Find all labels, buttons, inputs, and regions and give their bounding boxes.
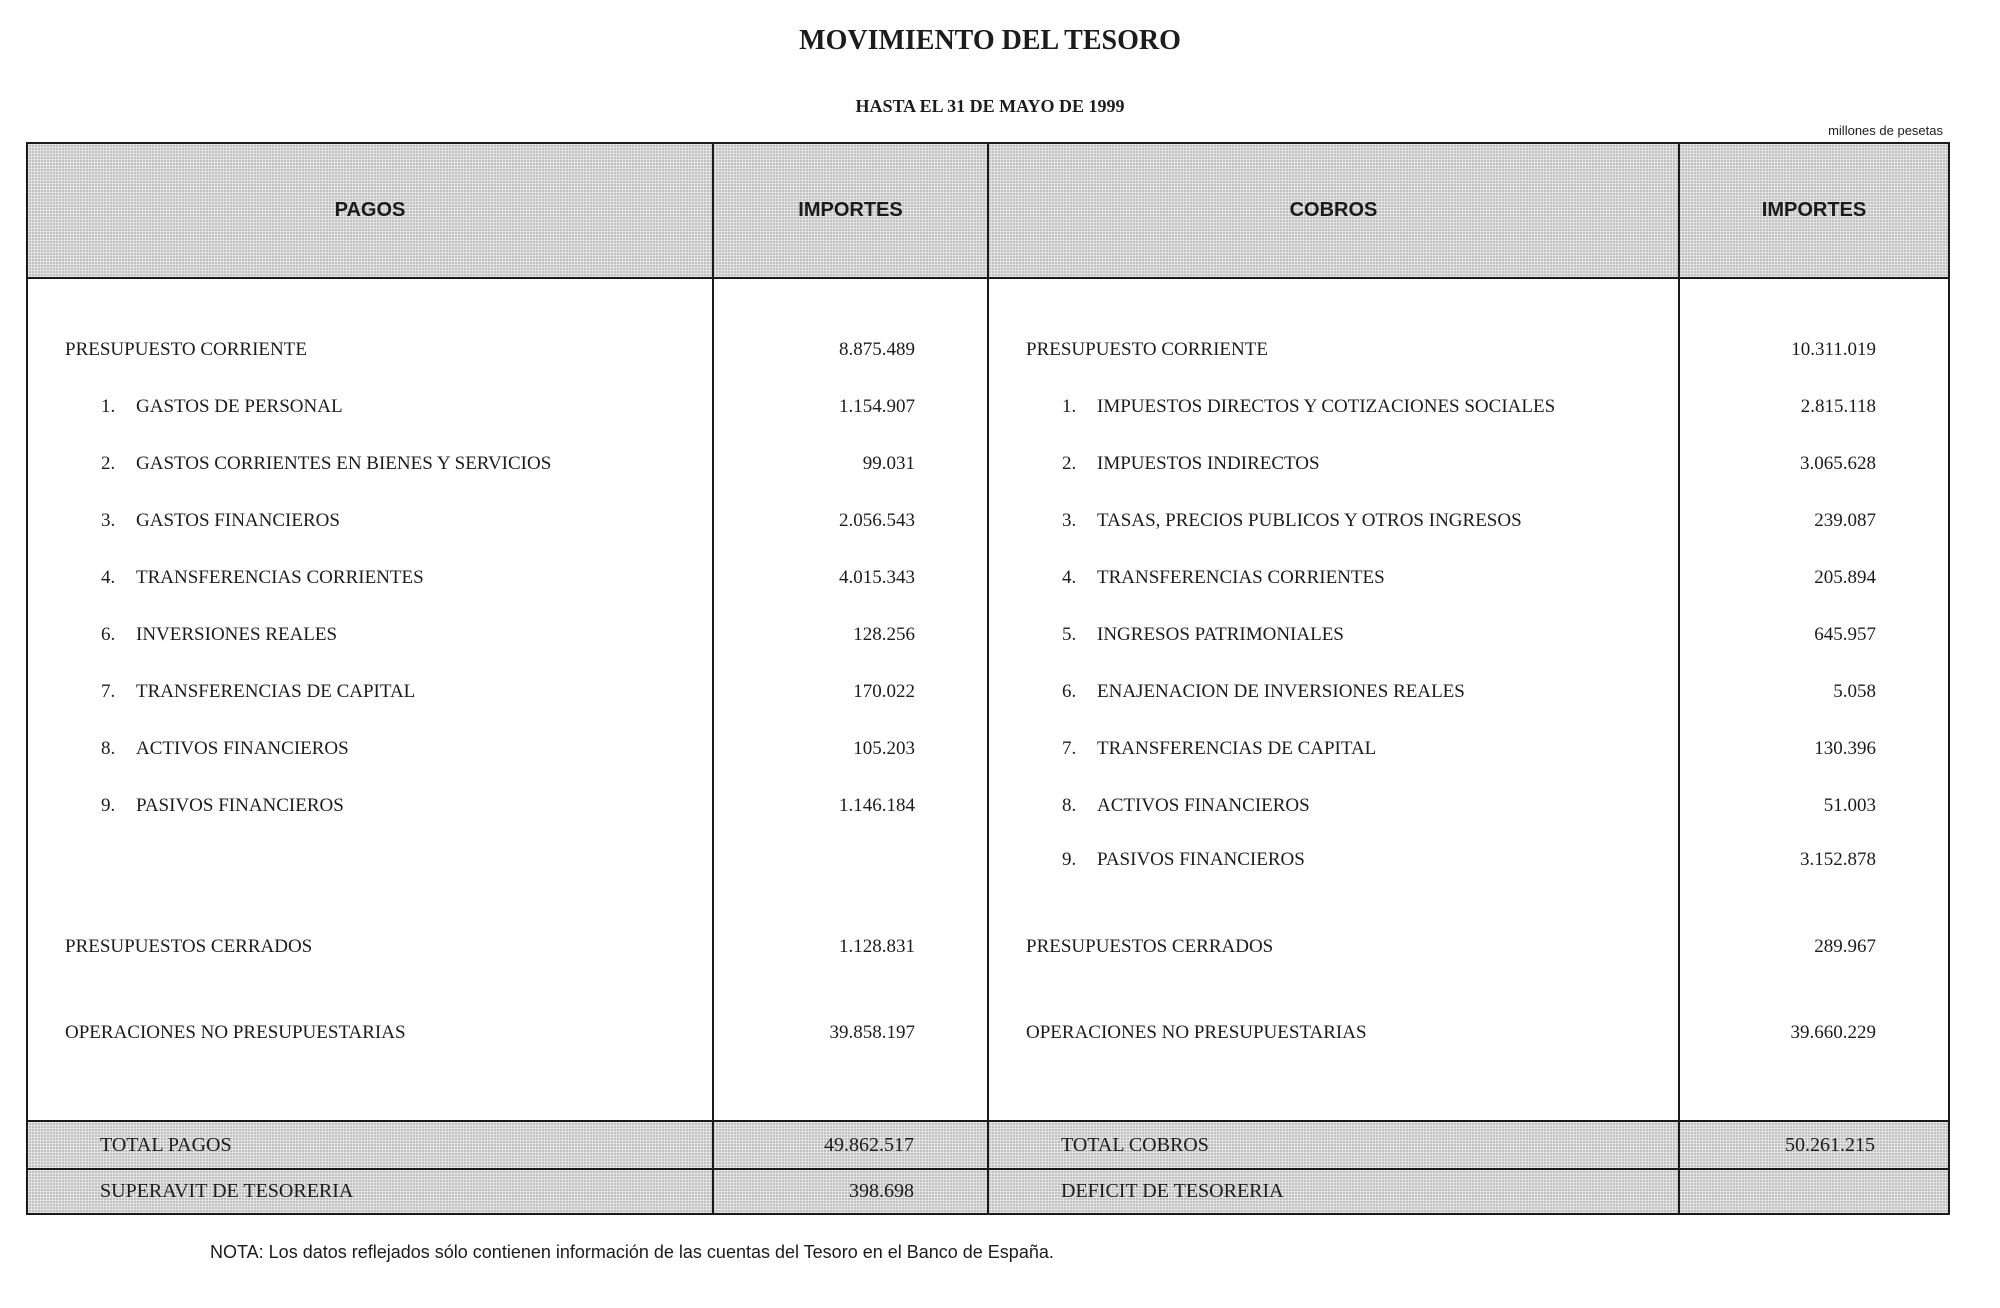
item-label: GASTOS FINANCIEROS [136, 510, 340, 531]
pagos-item-row [28, 615, 987, 655]
cobros-item-row [989, 840, 1948, 880]
item-amount: 205.894 [1814, 567, 1876, 588]
item-amount: 3.065.628 [1800, 453, 1876, 474]
row-amount: 39.858.197 [829, 1022, 915, 1043]
item-label: IMPUESTOS DIRECTOS Y COTIZACIONES SOCIALES [1097, 396, 1556, 417]
item-amount: 1.146.184 [839, 795, 915, 816]
pagos-item-row [28, 786, 987, 826]
item-amount: 128.256 [853, 624, 915, 645]
item-label: ENAJENACION DE INVERSIONES REALES [1097, 681, 1465, 702]
total-label: TOTAL COBROS [1061, 1134, 1209, 1156]
row-label: OPERACIONES NO PRESUPUESTARIAS [1026, 1022, 1367, 1043]
item-label: ACTIVOS FINANCIEROS [136, 738, 349, 759]
cobros-item-row [989, 615, 1948, 655]
cobros-item-row [989, 729, 1948, 769]
cobros-presupuesto-corriente-row [989, 330, 1948, 370]
item-number: 1. [101, 396, 116, 417]
item-label: INGRESOS PATRIMONIALES [1097, 624, 1344, 645]
item-number: 9. [101, 795, 116, 816]
cobros-presupuestos-cerrados-row [989, 927, 1948, 967]
item-label: TRANSFERENCIAS CORRIENTES [136, 567, 424, 588]
item-label: TRANSFERENCIAS DE CAPITAL [1097, 738, 1377, 759]
total-label: TOTAL PAGOS [100, 1134, 232, 1156]
superavit-label: SUPERAVIT DE TESORERIA [100, 1180, 354, 1202]
header-importes-pagos: IMPORTES [798, 199, 903, 221]
item-label: PASIVOS FINANCIEROS [136, 795, 344, 816]
header-cobros: COBROS [1289, 199, 1378, 221]
item-amount: 4.015.343 [839, 567, 915, 588]
total-amount: 49.862.517 [824, 1134, 914, 1156]
treasury-table [26, 142, 1950, 1215]
cobros-item-row [989, 672, 1948, 712]
item-number: 3. [101, 510, 116, 531]
cobros-item-row [989, 501, 1948, 541]
row-label: PRESUPUESTOS CERRADOS [1026, 936, 1274, 957]
item-number: 8. [1062, 795, 1077, 816]
item-number: 4. [101, 567, 116, 588]
item-number: 9. [1062, 849, 1077, 870]
item-amount: 3.152.878 [1800, 849, 1876, 870]
row-amount: 39.660.229 [1790, 1022, 1876, 1043]
item-number: 7. [101, 681, 116, 702]
item-label: IMPUESTOS INDIRECTOS [1097, 453, 1320, 474]
pagos-presupuestos-cerrados-row [28, 927, 987, 967]
item-amount: 5.058 [1833, 681, 1876, 702]
item-amount: 105.203 [853, 738, 915, 759]
item-number: 7. [1062, 738, 1077, 759]
page-subtitle: HASTA EL 31 DE MAYO DE 1999 [855, 96, 1125, 116]
item-label: TRANSFERENCIAS DE CAPITAL [136, 681, 416, 702]
pagos-item-row [28, 558, 987, 598]
units-label: millones de pesetas [1828, 123, 1943, 138]
item-label: TASAS, PRECIOS PUBLICOS Y OTROS INGRESOS [1097, 510, 1522, 531]
row-amount: 289.967 [1814, 936, 1876, 957]
column-divider [1678, 144, 1680, 1213]
item-amount: 239.087 [1814, 510, 1876, 531]
item-amount: 1.154.907 [839, 396, 915, 417]
item-number: 6. [1062, 681, 1077, 702]
item-label: GASTOS CORRIENTES EN BIENES Y SERVICIOS [136, 453, 552, 474]
item-number: 5. [1062, 624, 1077, 645]
item-number: 3. [1062, 510, 1077, 531]
deficit-row [989, 1171, 1948, 1211]
deficit-label: DEFICIT DE TESORERIA [1061, 1180, 1284, 1202]
pagos-item-row [28, 501, 987, 541]
item-label: GASTOS DE PERSONAL [136, 396, 343, 417]
row-amount: 10.311.019 [1791, 339, 1876, 360]
row-amount: 8.875.489 [839, 339, 915, 360]
item-number: 1. [1062, 396, 1077, 417]
item-number: 4. [1062, 567, 1077, 588]
item-amount: 645.957 [1814, 624, 1876, 645]
row-label: PRESUPUESTO CORRIENTE [1026, 339, 1268, 360]
item-amount: 51.003 [1823, 795, 1876, 816]
cobros-item-row [989, 786, 1948, 826]
pagos-item-row [28, 672, 987, 712]
pagos-presupuesto-corriente-row [28, 330, 987, 370]
header-importes-cobros: IMPORTES [1761, 199, 1867, 221]
cobros-item-row [989, 558, 1948, 598]
header-pagos: PAGOS [334, 199, 406, 221]
cobros-operaciones-row [989, 1013, 1948, 1053]
column-divider [987, 144, 989, 1213]
total-amount: 50.261.215 [1785, 1134, 1875, 1156]
item-label: TRANSFERENCIAS CORRIENTES [1097, 567, 1385, 588]
total-pagos-row [28, 1125, 987, 1165]
row-label: PRESUPUESTO CORRIENTE [65, 339, 307, 360]
item-amount: 2.056.543 [839, 510, 915, 531]
superavit-amount: 398.698 [849, 1180, 914, 1202]
pagos-item-row [28, 387, 987, 427]
item-number: 8. [101, 738, 116, 759]
item-amount: 99.031 [862, 453, 915, 474]
pagos-item-row [28, 729, 987, 769]
pagos-item-row [28, 444, 987, 484]
item-label: INVERSIONES REALES [136, 624, 338, 645]
item-number: 6. [101, 624, 116, 645]
column-divider [712, 144, 714, 1213]
item-amount: 170.022 [853, 681, 915, 702]
superavit-row [28, 1171, 987, 1211]
cobros-item-row [989, 387, 1948, 427]
item-label: ACTIVOS FINANCIEROS [1097, 795, 1310, 816]
footnote: NOTA: Los datos reflejados sólo contienen información de las cuentas del Tesoro en el Banco de España. [210, 1242, 1054, 1262]
cobros-item-row [989, 444, 1948, 484]
item-amount: 130.396 [1814, 738, 1876, 759]
row-label: OPERACIONES NO PRESUPUESTARIAS [65, 1022, 406, 1043]
item-number: 2. [101, 453, 116, 474]
pagos-operaciones-row [28, 1013, 987, 1053]
row-amount: 1.128.831 [839, 936, 915, 957]
row-label: PRESUPUESTOS CERRADOS [65, 936, 313, 957]
page-title: MOVIMIENTO DEL TESORO [799, 25, 1181, 56]
item-label: PASIVOS FINANCIEROS [1097, 849, 1305, 870]
total-cobros-row [989, 1125, 1948, 1165]
item-amount: 2.815.118 [1800, 396, 1876, 417]
item-number: 2. [1062, 453, 1077, 474]
